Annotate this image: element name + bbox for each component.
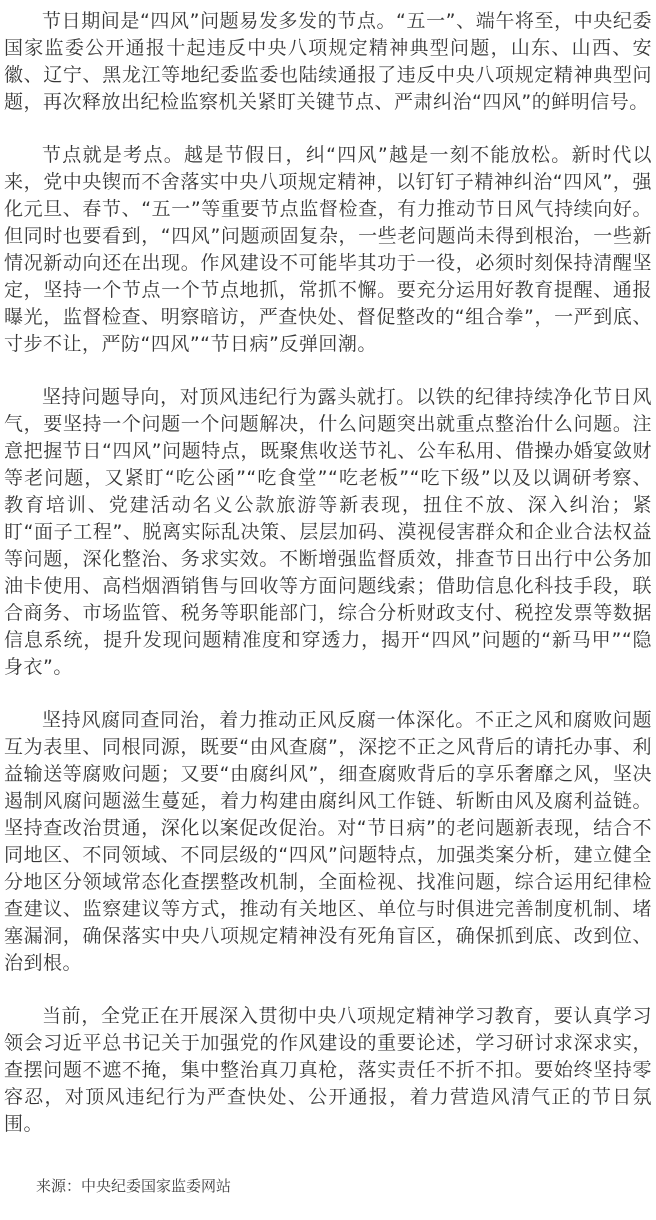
article-source-line: 来源：中央纪委国家监委网站 <box>36 1177 232 1195</box>
article-paragraph-1: 节日期间是“四风”问题易发多发的节点。“五一”、端午将至，中央纪委国家监委公开通报十起违反中央八项规定精神典型问题，山东、山西、安徽、辽宁、黑龙江等地纪委监委也陆续通报了违反中央八项规定精神典型问题，再次释放出纪检监察机关紧盯关键节点、严肃纠治“四风”的鲜明信号。 <box>4 10 652 113</box>
article-paragraph-5: 当前，全党正在开展深入贯彻中央八项规定精神学习教育，要认真学习领会习近平总书记关于加强党的作风建设的重要论述，学习研讨求深求实，查摆问题不遮不掩，集中整治真刀真枪，落实责任不折不扣。要始终坚持零容忍，对顶风违纪行为严查快处、公开通报，着力营造风清气正的节日氛围。 <box>4 1005 652 1135</box>
article-paragraph-2: 节点就是考点。越是节假日，纠“四风”越是一刻不能放松。新时代以来，党中央锲而不舍落实中央八项规定精神，以钉钉子精神纠治“四风”，强化元旦、春节、“五一”等重要节点监督检查，有力推动节日风气持续向好。但同时也要看到，“四风”问题顽固复杂，一些老问题尚未得到根治，一些新情况新动向还在出现。作风建设不可能毕其功于一役，必须时刻保持清醒坚定，坚持一个节点一个节点地抓，常抓不懈。要充分运用好教育提醒、通报曝光，监督检查、明察暗访，严查快处、督促整改的“组合拳”，一严到底、寸步不让，严防“四风”“节日病”反弹回潮。 <box>4 144 652 355</box>
article-paragraph-4: 坚持风腐同查同治，着力推动正风反腐一体深化。不正之风和腐败问题互为表里、同根同源，既要“由风查腐”，深挖不正之风背后的请托办事、利益输送等腐败问题；又要“由腐纠风”，细查腐败背后的享乐奢靡之风，坚决遏制风腐问题滋生蔓延，着力构建由腐纠风工作链、斩断由风及腐利益链。坚持查改治贯通，深化以案促改促治。对“节日病”的老问题新表现，结合不同地区、不同领域、不同层级的“四风”问题特点，加强类案分析，建立健全分地区分领域常态化查摆整改机制，全面检视、找准问题，综合运用纪律检查建议、监察建议等方式，推动有关地区、单位与时俱进完善制度机制、堵塞漏洞，确保落实中央八项规定精神没有死角盲区，确保抓到底、改到位、治到根。 <box>4 709 652 974</box>
article-paragraph-3: 坚持问题导向，对顶风违纪行为露头就打。以铁的纪律持续净化节日风气，要坚持一个问题一个问题解决，什么问题突出就重点整治什么问题。注意把握节日“四风”问题特点，既聚焦收送节礼、公车私用、借操办婚宴敛财等老问题，又紧盯“吃公函”“吃食堂”“吃老板”“吃下级”以及以调研考察、教育培训、党建活动名义公款旅游等新表现，扭住不放、深入纠治；紧盯“面子工程”、脱离实际乱决策、层层加码、漠视侵害群众和企业合法权益等问题，深化整治、务求实效。不断增强监督质效，排查节日出行中公务加油卡使用、高档烟酒销售与回收等方面问题线索；借助信息化科技手段，联合商务、市场监管、税务等职能部门，综合分析财政支付、税控发票等数据信息系统，提升发现问题精准度和穿透力，揭开“四风”问题的“新马甲”“隐身衣”。 <box>4 386 652 678</box>
